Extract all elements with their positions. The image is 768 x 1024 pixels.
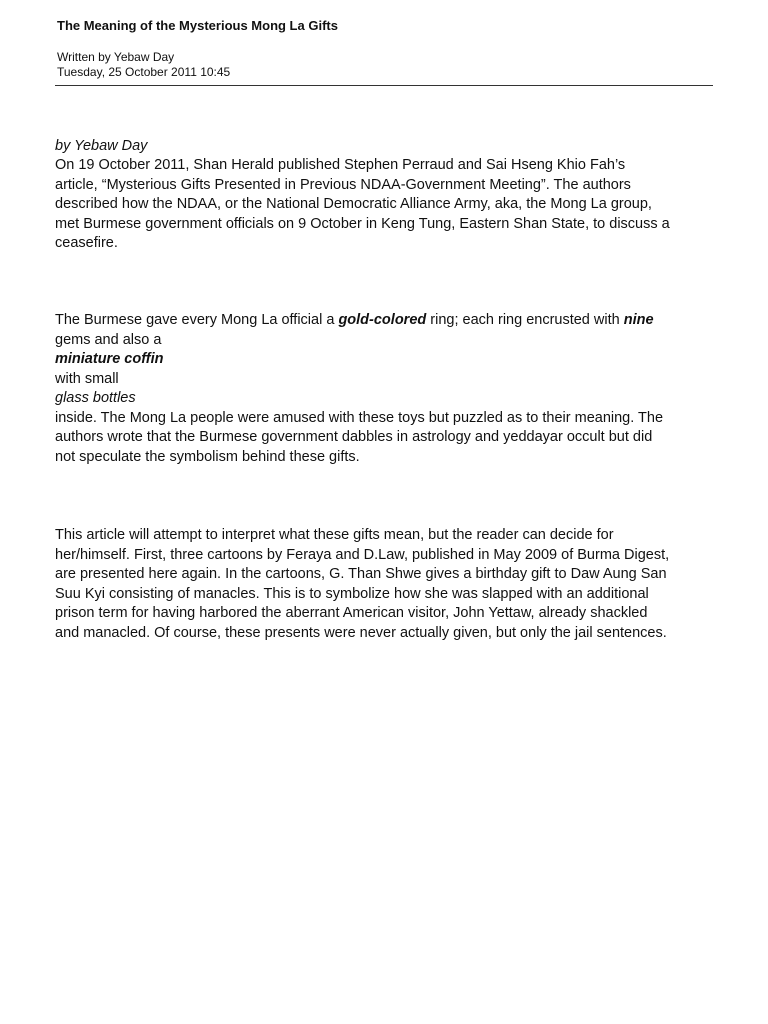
paragraph-1 [55, 156, 725, 254]
paragraph-1-line: met Burmese government officials on 9 October in Keng Tung, Eastern Shan State, to discuss a [55, 215, 670, 232]
paragraph-3-line: her/himself. First, three cartoons by Feraya and D.Law, published in May 2009 of Burma Digest, [55, 546, 670, 563]
paragraph-3-line: and manacled. Of course, these presents were never actually given, but only the jail sentences. [55, 624, 667, 641]
paragraph-3-line: This article will attempt to interpret what these gifts mean, but the reader can decide for [55, 527, 614, 543]
gifts-intro-text: The Burmese gave every Mong La official a [55, 312, 339, 328]
gems-text: gems and also a [55, 331, 162, 348]
paragraph-2-line: inside. The Mong La people were amused with these toys but puzzled as to their meaning. The [55, 409, 664, 426]
byline: by Yebaw Day [55, 138, 148, 154]
with-small-text: with small [55, 370, 119, 387]
article-meta [57, 50, 230, 80]
paragraph-3-line: prison term for having harbored the aberrant American visitor, John Yettaw, already shackled [55, 605, 648, 621]
ring-text: ring; each ring encrusted with [426, 312, 624, 328]
article-title: The Meaning of the Mysterious Mong La Gifts [57, 18, 338, 33]
paragraph-1-line: article, “Mysterious Gifts Presented in Previous NDAA-Government Meeting”. The authors [55, 176, 631, 193]
paragraph-1-line: On 19 October 2011, Shan Herald published Stephen Perraud and Sai Hseng Khio Fah’s [55, 157, 626, 173]
nine-emphasis: nine [623, 312, 654, 328]
paragraph-2-line: authors wrote that the Burmese government dabbles in astrology and yeddayar occult but did [55, 429, 653, 445]
paragraph-1-line: described how the NDAA, or the National Democratic Alliance Army, aka, the Mong La group, [55, 196, 652, 212]
miniature-coffin-emphasis: miniature coffin [55, 351, 164, 367]
paragraph-2 [55, 311, 725, 467]
paragraph-3-line: Suu Kyi consisting of manacles. This is to symbolize how she was slapped with an additional [55, 585, 649, 602]
author-line: Written by Yebaw Day [57, 50, 175, 64]
paragraph-2-line [55, 311, 725, 331]
paragraph-3-line: are presented here again. In the cartoons, G. Than Shwe gives a birthday gift to Daw Aung San [55, 566, 667, 582]
header-divider [55, 85, 713, 86]
paragraph-3 [55, 526, 725, 643]
glass-bottles-emphasis: glass bottles [55, 390, 136, 406]
paragraph-1-line: ceasefire. [55, 235, 118, 251]
date-line: Tuesday, 25 October 2011 10:45 [57, 65, 231, 79]
gold-colored-emphasis: gold-colored [338, 312, 427, 328]
paragraph-2-line: not speculate the symbolism behind these gifts. [55, 448, 360, 465]
